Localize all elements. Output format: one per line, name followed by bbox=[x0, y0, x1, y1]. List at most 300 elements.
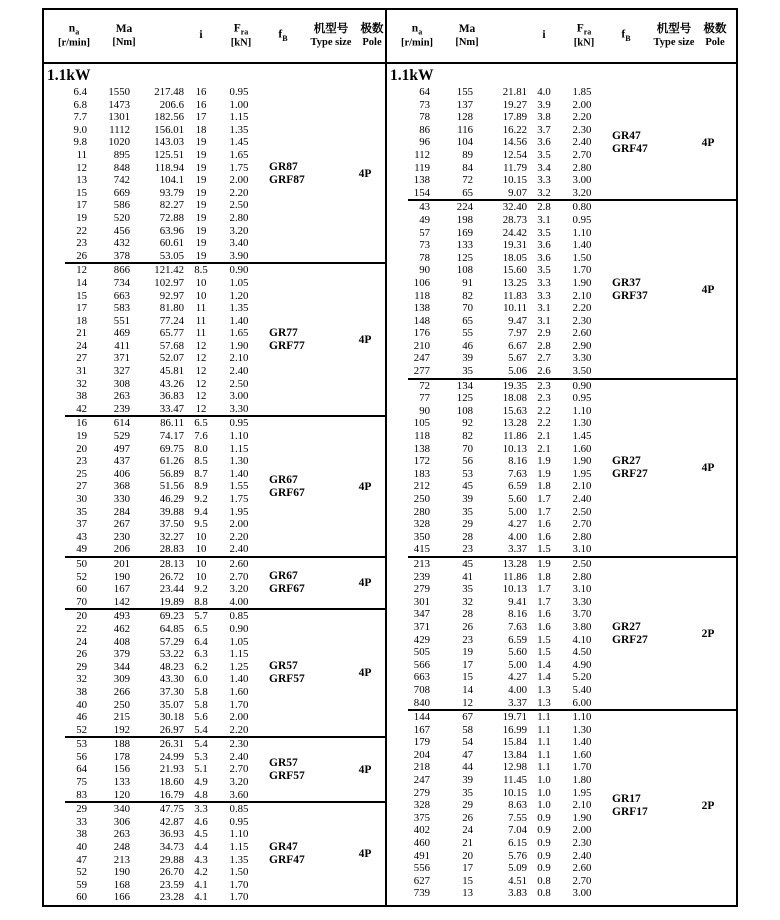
table-cell: 263 bbox=[113, 828, 130, 841]
table-cell: 1.15 bbox=[229, 648, 249, 661]
table-cell: 190 bbox=[113, 570, 130, 583]
type-size-label: GR27 GRF27 bbox=[612, 620, 648, 646]
table-cell: 9.0 bbox=[73, 123, 87, 136]
table-cell: 1.1 bbox=[537, 711, 551, 724]
table-row bbox=[44, 340, 385, 353]
table-cell: 138 bbox=[413, 174, 430, 187]
table-row bbox=[44, 636, 385, 649]
table-cell: 2.20 bbox=[229, 723, 249, 736]
table-row bbox=[44, 891, 385, 904]
table-row bbox=[44, 531, 385, 544]
table-cell: 22 bbox=[76, 622, 87, 635]
table-row bbox=[44, 686, 385, 699]
pole-label: 4P bbox=[358, 847, 372, 860]
table-row bbox=[44, 623, 385, 636]
table-cell: 4.6 bbox=[194, 815, 208, 828]
table-cell: 41 bbox=[462, 570, 473, 583]
table-cell: 0.9 bbox=[537, 849, 551, 862]
table-cell: 1.95 bbox=[572, 467, 592, 480]
table-cell: 708 bbox=[413, 683, 430, 696]
table-cell: 408 bbox=[113, 635, 130, 648]
table-cell: 73 bbox=[419, 98, 430, 111]
table-cell: 247 bbox=[413, 774, 430, 787]
table-cell: 19.71 bbox=[502, 711, 527, 724]
table-cell: 53 bbox=[462, 467, 473, 480]
table-row bbox=[387, 596, 736, 609]
table-cell: 19.35 bbox=[502, 379, 527, 392]
table-cell: 14 bbox=[462, 683, 473, 696]
table-cell: 5.67 bbox=[508, 352, 527, 365]
table-row bbox=[44, 417, 385, 430]
table-cell: 34.73 bbox=[159, 841, 184, 854]
table-cell: 15 bbox=[76, 186, 87, 199]
table-cell: 2.10 bbox=[572, 289, 592, 302]
table-cell: 402 bbox=[413, 824, 430, 837]
table-cell: 0.95 bbox=[229, 417, 249, 430]
table-cell: 6.4 bbox=[73, 86, 87, 98]
table-cell: 1.90 bbox=[572, 276, 592, 289]
table-cell: 1550 bbox=[108, 86, 130, 98]
table-cell: 89 bbox=[462, 148, 473, 161]
table-cell: 60 bbox=[76, 583, 87, 596]
table-cell: 2.40 bbox=[229, 543, 249, 556]
table-cell: 138 bbox=[413, 302, 430, 315]
power-section-label: 1.1kW bbox=[390, 67, 434, 84]
table-row bbox=[44, 571, 385, 584]
table-cell: 2.30 bbox=[229, 738, 249, 751]
table-cell: 213 bbox=[413, 557, 430, 570]
table-cell: 77.24 bbox=[159, 314, 184, 327]
table-cell: 35 bbox=[462, 583, 473, 596]
table-cell: 1.50 bbox=[572, 251, 592, 264]
table-cell: 2.30 bbox=[572, 314, 592, 327]
data-block bbox=[44, 803, 385, 904]
header-fb: $f_B$ bbox=[621, 28, 631, 43]
table-cell: 134 bbox=[456, 379, 473, 392]
table-row bbox=[44, 187, 385, 200]
table-cell: 125.51 bbox=[154, 148, 184, 161]
table-row bbox=[44, 751, 385, 764]
table-cell: 121.42 bbox=[154, 264, 184, 277]
table-cell: 2.20 bbox=[229, 530, 249, 543]
table-row bbox=[387, 824, 736, 837]
table-cell: 7.7 bbox=[73, 111, 87, 124]
table-cell: 224 bbox=[456, 201, 473, 214]
table-cell: 614 bbox=[113, 417, 130, 430]
table-cell: 1.70 bbox=[229, 878, 249, 891]
table-row bbox=[387, 684, 736, 697]
table-cell: 23.44 bbox=[159, 583, 184, 596]
table-cell: 9.07 bbox=[508, 186, 527, 199]
pole-label: 4P bbox=[701, 283, 715, 296]
table-cell: 4.2 bbox=[194, 866, 208, 879]
table-cell: 2.7 bbox=[537, 352, 551, 365]
table-cell: 2.80 bbox=[572, 161, 592, 174]
table-row bbox=[387, 518, 736, 531]
type-size-label: GR27 GRF27 bbox=[612, 454, 648, 480]
table-row bbox=[44, 302, 385, 315]
table-cell: 15 bbox=[462, 671, 473, 684]
table-cell: 105 bbox=[413, 417, 430, 430]
table-cell: 4.00 bbox=[508, 683, 527, 696]
table-cell: 284 bbox=[113, 505, 130, 518]
table-cell: 239 bbox=[113, 402, 130, 415]
table-cell: 69.75 bbox=[159, 442, 184, 455]
table-cell: 5.00 bbox=[508, 658, 527, 671]
table-cell: 1.45 bbox=[572, 430, 592, 443]
table-cell: 49 bbox=[419, 213, 430, 226]
table-cell: 0.95 bbox=[572, 392, 592, 405]
table-row bbox=[387, 608, 736, 621]
table-row bbox=[387, 86, 736, 99]
table-cell: 29 bbox=[76, 803, 87, 816]
table-cell: 23.28 bbox=[159, 891, 184, 904]
table-cell: 38 bbox=[76, 828, 87, 841]
table-row bbox=[387, 327, 736, 340]
table-cell: 8.63 bbox=[508, 799, 527, 812]
table-cell: 20 bbox=[462, 849, 473, 862]
table-cell: 21 bbox=[76, 327, 87, 340]
table-cell: 45.81 bbox=[159, 365, 184, 378]
table-cell: 1.70 bbox=[229, 891, 249, 904]
table-cell: 10 bbox=[195, 289, 207, 302]
table-cell: 11.86 bbox=[503, 570, 527, 583]
table-cell: 13 bbox=[76, 174, 87, 187]
data-block bbox=[387, 558, 736, 709]
table-cell: 2.10 bbox=[229, 352, 249, 365]
table-cell: 24.42 bbox=[502, 226, 527, 239]
table-row bbox=[44, 111, 385, 124]
table-cell: 12 bbox=[76, 161, 87, 174]
table-cell: 51.56 bbox=[159, 480, 184, 493]
table-cell: 42.87 bbox=[159, 815, 184, 828]
table-row bbox=[44, 237, 385, 250]
table-cell: 1.65 bbox=[229, 148, 249, 161]
table-cell: 12 bbox=[195, 390, 207, 403]
pole-label: 4P bbox=[358, 480, 372, 493]
table-cell: 43 bbox=[76, 530, 87, 543]
table-cell: 1.05 bbox=[229, 635, 249, 648]
table-cell: 1.10 bbox=[572, 226, 592, 239]
type-size-label: GR67 GRF67 bbox=[269, 473, 305, 499]
table-cell: 43 bbox=[419, 201, 430, 214]
table-cell: 1.6 bbox=[537, 530, 551, 543]
table-cell: 306 bbox=[113, 815, 130, 828]
table-cell: 63.96 bbox=[159, 224, 184, 237]
table-cell: 529 bbox=[113, 430, 130, 443]
table-cell: 60 bbox=[76, 891, 87, 904]
table-cell: 40 bbox=[76, 841, 87, 854]
table-cell: 40 bbox=[76, 698, 87, 711]
table-row bbox=[44, 738, 385, 751]
table-cell: 1.30 bbox=[572, 417, 592, 430]
table-row bbox=[387, 724, 736, 737]
table-cell: 2.20 bbox=[572, 111, 592, 124]
table-cell: 2.00 bbox=[229, 711, 249, 724]
table-row bbox=[44, 648, 385, 661]
table-row bbox=[44, 136, 385, 149]
table-cell: 16.22 bbox=[502, 123, 527, 136]
table-cell: 556 bbox=[413, 862, 430, 875]
table-cell: 520 bbox=[113, 211, 130, 224]
table-cell: 201 bbox=[113, 557, 130, 570]
table-cell: 2.10 bbox=[572, 799, 592, 812]
table-cell: 32.40 bbox=[502, 201, 527, 214]
table-cell: 0.9 bbox=[537, 811, 551, 824]
table-cell: 3.20 bbox=[229, 224, 249, 237]
table-cell: 156.01 bbox=[154, 123, 184, 136]
table-cell: 92.97 bbox=[159, 289, 184, 302]
table-cell: 1112 bbox=[109, 123, 130, 136]
table-row bbox=[387, 455, 736, 468]
table-cell: 24 bbox=[462, 824, 473, 837]
table-cell: 218 bbox=[413, 761, 430, 774]
table-row bbox=[387, 201, 736, 214]
table-cell: 19 bbox=[76, 430, 87, 443]
header-type-size: 机型号 Type size bbox=[653, 22, 695, 48]
table-cell: 2.70 bbox=[229, 570, 249, 583]
table-row bbox=[44, 596, 385, 609]
table-cell: 8.16 bbox=[508, 455, 527, 468]
table-cell: 106 bbox=[413, 276, 430, 289]
table-cell: 3.10 bbox=[572, 543, 592, 556]
table-cell: 7.63 bbox=[508, 620, 527, 633]
table-cell: 1.00 bbox=[229, 98, 249, 111]
table-cell: 74.17 bbox=[159, 430, 184, 443]
table-cell: 2.80 bbox=[572, 530, 592, 543]
table-cell: 1.4 bbox=[537, 658, 551, 671]
table-cell: 1.90 bbox=[572, 811, 592, 824]
table-cell: 9.2 bbox=[194, 583, 208, 596]
table-cell: 3.10 bbox=[572, 583, 592, 596]
table-row bbox=[44, 443, 385, 456]
table-cell: 48.23 bbox=[159, 660, 184, 673]
table-cell: 70 bbox=[76, 595, 87, 608]
table-row bbox=[44, 365, 385, 378]
header-pole: 极数 Pole bbox=[360, 22, 384, 48]
table-cell: 2.60 bbox=[572, 862, 592, 875]
type-size-label: GR37 GRF37 bbox=[612, 276, 648, 302]
header-na: $n_a$ [r/min] bbox=[400, 22, 434, 49]
table-cell: 327 bbox=[113, 365, 130, 378]
table-cell: 23.59 bbox=[159, 878, 184, 891]
table-row bbox=[44, 854, 385, 867]
table-cell: 210 bbox=[413, 339, 430, 352]
table-cell: 4.51 bbox=[508, 874, 527, 887]
table-cell: 2.40 bbox=[572, 493, 592, 505]
table-cell: 1.30 bbox=[229, 455, 249, 468]
table-cell: 1.7 bbox=[537, 595, 551, 608]
table-cell: 1.15 bbox=[229, 111, 249, 124]
table-row bbox=[387, 380, 736, 393]
table-cell: 12.54 bbox=[502, 148, 527, 161]
table-cell: 411 bbox=[114, 339, 130, 352]
table-cell: 1.8 bbox=[537, 570, 551, 583]
table-cell: 30 bbox=[76, 493, 87, 505]
table-row bbox=[44, 803, 385, 816]
table-cell: 1.30 bbox=[572, 723, 592, 736]
table-cell: 8.16 bbox=[508, 608, 527, 621]
table-cell: 17 bbox=[462, 658, 473, 671]
table-cell: 15 bbox=[462, 874, 473, 887]
table-cell: 19 bbox=[195, 186, 207, 199]
table-cell: 56 bbox=[462, 455, 473, 468]
table-cell: 17.89 bbox=[502, 111, 527, 124]
table-cell: 340 bbox=[113, 803, 130, 816]
data-block bbox=[387, 711, 736, 900]
table-cell: 72.88 bbox=[159, 211, 184, 224]
table-cell: 19 bbox=[195, 237, 207, 250]
table-cell: 72 bbox=[419, 379, 430, 392]
table-cell: 1.20 bbox=[229, 289, 249, 302]
table-cell: 7.63 bbox=[508, 467, 527, 480]
table-cell: 3.3 bbox=[537, 289, 551, 302]
table-row bbox=[387, 277, 736, 290]
table-cell: 3.6 bbox=[537, 251, 551, 264]
table-row bbox=[387, 149, 736, 162]
data-block bbox=[387, 86, 736, 199]
table-cell: 78 bbox=[419, 111, 430, 124]
table-row bbox=[387, 136, 736, 149]
table-cell: 82 bbox=[462, 430, 473, 443]
table-cell: 93.79 bbox=[159, 186, 184, 199]
table-cell: 1.90 bbox=[572, 455, 592, 468]
table-cell: 250 bbox=[413, 493, 430, 505]
table-row bbox=[387, 162, 736, 175]
table-row bbox=[387, 365, 736, 378]
table-cell: 54 bbox=[462, 736, 473, 749]
table-cell: 37 bbox=[76, 518, 87, 531]
table-cell: 3.3 bbox=[194, 803, 208, 816]
table-cell: 118 bbox=[414, 430, 430, 443]
table-cell: 5.8 bbox=[194, 698, 208, 711]
table-cell: 44 bbox=[462, 761, 473, 774]
table-cell: 53.05 bbox=[159, 249, 184, 262]
table-cell: 19 bbox=[195, 249, 207, 262]
type-size-label: GR57 GRF57 bbox=[269, 756, 305, 782]
table-cell: 138 bbox=[413, 442, 430, 455]
table-cell: 1.1 bbox=[537, 761, 551, 774]
table-cell: 9.8 bbox=[73, 136, 87, 149]
table-cell: 39 bbox=[462, 774, 473, 787]
table-cell: 8.7 bbox=[194, 467, 208, 480]
table-cell: 491 bbox=[413, 849, 430, 862]
table-cell: 1.10 bbox=[229, 828, 249, 841]
table-row bbox=[44, 776, 385, 789]
table-cell: 1.50 bbox=[229, 866, 249, 879]
table-cell: 128 bbox=[456, 111, 473, 124]
table-cell: 69.23 bbox=[159, 610, 184, 623]
table-cell: 6.4 bbox=[194, 635, 208, 648]
table-cell: 5.1 bbox=[194, 763, 208, 776]
header-na: $n_a$ [r/min] bbox=[57, 22, 91, 49]
table-cell: 26.72 bbox=[159, 570, 184, 583]
table-cell: 5.7 bbox=[194, 610, 208, 623]
table-cell: 6.15 bbox=[508, 837, 527, 850]
table-cell: 77 bbox=[419, 392, 430, 405]
table-cell: 5.06 bbox=[508, 365, 527, 378]
table-row bbox=[387, 787, 736, 800]
table-cell: 46.29 bbox=[159, 493, 184, 505]
table-cell: 3.00 bbox=[572, 174, 592, 187]
table-cell: 5.3 bbox=[194, 750, 208, 763]
table-cell: 46 bbox=[462, 339, 473, 352]
table-cell: 6.8 bbox=[73, 98, 87, 111]
table-cell: 20 bbox=[76, 442, 87, 455]
table-cell: 53 bbox=[76, 738, 87, 751]
table-cell: 5.09 bbox=[508, 862, 527, 875]
table-cell: 1.3 bbox=[537, 696, 551, 709]
header-i: i bbox=[542, 29, 546, 42]
table-cell: 2.20 bbox=[229, 186, 249, 199]
table-cell: 29.88 bbox=[159, 853, 184, 866]
data-block bbox=[44, 417, 385, 556]
table-cell: 65.77 bbox=[159, 327, 184, 340]
table-cell: 82.27 bbox=[159, 199, 184, 212]
table-cell: 11 bbox=[195, 314, 207, 327]
table-cell: 2.60 bbox=[572, 327, 592, 340]
pole-label: 4P bbox=[701, 136, 715, 149]
table-cell: 3.40 bbox=[229, 237, 249, 250]
table-cell: 3.30 bbox=[572, 595, 592, 608]
table-cell: 6.5 bbox=[194, 417, 208, 430]
table-cell: 47 bbox=[76, 853, 87, 866]
table-cell: 28.83 bbox=[159, 543, 184, 556]
table-cell: 2.40 bbox=[572, 849, 592, 862]
table-row bbox=[387, 480, 736, 493]
table-cell: 3.5 bbox=[537, 264, 551, 277]
table-cell: 35 bbox=[76, 505, 87, 518]
table-row bbox=[44, 661, 385, 674]
table-cell: 11.86 bbox=[503, 430, 527, 443]
table-cell: 9.47 bbox=[508, 314, 527, 327]
table-cell: 1.40 bbox=[572, 736, 592, 749]
table-cell: 15.60 bbox=[502, 264, 527, 277]
table-cell: 1.1 bbox=[537, 723, 551, 736]
table-cell: 2.00 bbox=[572, 824, 592, 837]
table-cell: 17 bbox=[76, 302, 87, 315]
table-cell: 1.10 bbox=[572, 711, 592, 724]
table-cell: 739 bbox=[413, 887, 430, 900]
table-cell: 5.20 bbox=[572, 671, 592, 684]
table-cell: 4.27 bbox=[508, 671, 527, 684]
table-row bbox=[387, 352, 736, 365]
table-cell: 497 bbox=[113, 442, 130, 455]
table-row bbox=[44, 583, 385, 596]
table-cell: 82 bbox=[462, 289, 473, 302]
table-cell: 9.2 bbox=[194, 493, 208, 505]
table-cell: 627 bbox=[413, 874, 430, 887]
table-row bbox=[44, 99, 385, 112]
table-cell: 86 bbox=[419, 123, 430, 136]
table-cell: 33.47 bbox=[159, 402, 184, 415]
table-cell: 8.9 bbox=[194, 480, 208, 493]
data-block bbox=[44, 610, 385, 736]
table-row bbox=[387, 543, 736, 556]
table-cell: 5.60 bbox=[508, 646, 527, 659]
table-cell: 178 bbox=[113, 750, 130, 763]
table-cell: 57.29 bbox=[159, 635, 184, 648]
table-cell: 21.93 bbox=[159, 763, 184, 776]
table-cell: 2.50 bbox=[572, 505, 592, 518]
table-cell: 204 bbox=[413, 748, 430, 761]
table-cell: 24 bbox=[76, 339, 87, 352]
table-cell: 0.8 bbox=[537, 887, 551, 900]
table-cell: 2.10 bbox=[572, 480, 592, 493]
table-cell: 328 bbox=[413, 518, 430, 531]
table-cell: 2.00 bbox=[229, 518, 249, 531]
table-cell: 4.4 bbox=[194, 841, 208, 854]
